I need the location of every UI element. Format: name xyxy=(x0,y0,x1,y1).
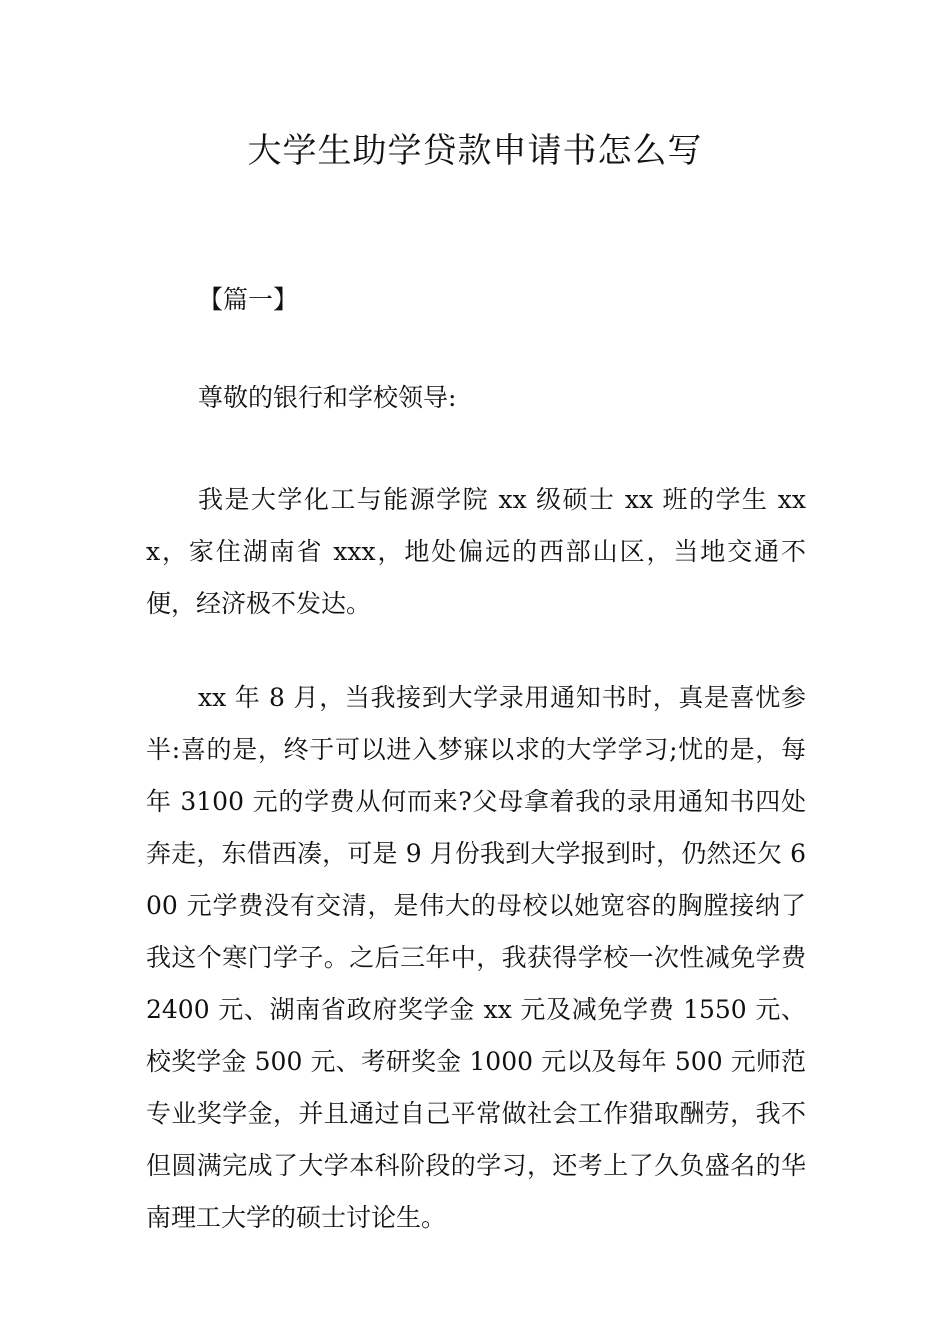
paragraph: xx 年 8 月，当我接到大学录用通知书时，真是喜忧参半:喜的是，终于可以进入梦寐以求的大学学习;忧的是，每年 3100 元的学费从何而来?父母拿着我的录用通知书四处奔走，东借西凑，可是 9 月份我到大学报到时，仍然还欠 600 元学费没有交清，是伟大的母校以她宽容的胸膛接纳了我这个寒门学子。之后三年中，我获得学校一次性减免学费 2400 元、湖南省政府奖学金 xx 元及减免学费 1550 元、校奖学金 500 元、考研奖金 1000 元以及每年 500 元师范专业奖学金，并且通过自己平常做社会工作猎取酬劳，我不但圆满完成了大学本科阶段的学习，还考上了久负盛名的华南理工大学的硕士讨论生。 xyxy=(146,683,806,1232)
section-heading: 【篇一】 xyxy=(198,285,299,314)
salutation: 尊敬的银行和学校领导: xyxy=(198,383,457,412)
document-title: 大学生助学贷款申请书怎么写 xyxy=(247,131,703,171)
paragraph: 我是大学化工与能源学院 xx 级硕士 xx 班的学生 xxx，家住湖南省 xxx，地处偏远的西部山区，当地交通不便，经济极不发达。 xyxy=(146,485,806,618)
